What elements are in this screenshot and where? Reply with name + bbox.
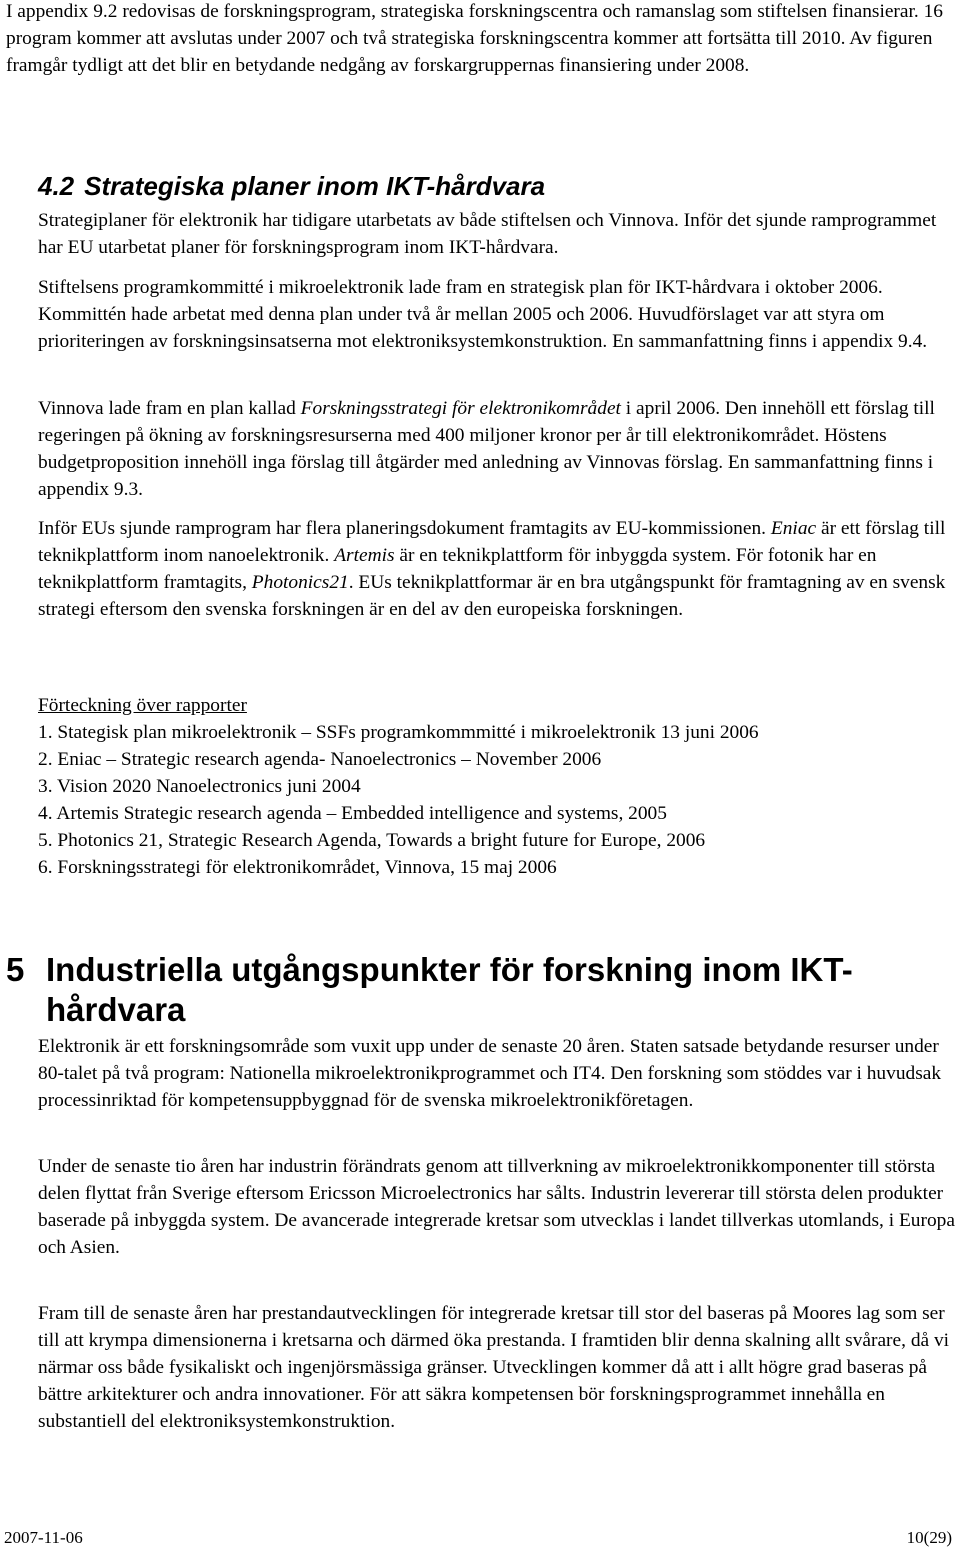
- section-4-2-paragraph-1: Strategiplaner för elektronik har tidigare utarbetats av både stiftelsen och Vinnova. Inför det sjunde ramprogrammet har EU utarbetat planer för forskningsprogram inom IKT-hårdvara.: [38, 210, 937, 258]
- list-item: 2. Eniac – Strategic research agenda- Nanoelectronics – November 2006: [38, 749, 602, 770]
- section-5-paragraph-3: Fram till de senaste åren har prestandautvecklingen för integrerade kretsar till stor del baseras på Moores lag som ser till att krympa dimensionerna i kretsarna och därmed öka prestanda. I framtiden blir denna skalning allt svårare, då vi närmar oss både fysikaliskt och ingenjörsmässiga gränser. Utvecklingen kommer då att i allt högre grad baseras på bättre arkitekturer och andra innovationer. För att säkra kompetensen bör forskningsprogrammet innehålla en substantiell del elektroniksystemkonstruktion.: [38, 1303, 950, 1432]
- text-run: är ett förslag till teknikplattform inom nanoelektronik.: [38, 518, 946, 566]
- reports-list: [38, 719, 956, 881]
- emphasized-artemis: Artemis: [334, 545, 395, 566]
- list-item: 3. Vision 2020 Nanoelectronics juni 2004: [38, 776, 361, 797]
- section-4-2-paragraph-4: [38, 515, 956, 623]
- section-5-heading: [6, 950, 906, 1030]
- section-4-2-paragraph-2: Stiftelsens programkommitté i mikroelektronik lade fram en strategisk plan för IKT-hårdvara i oktober 2006. Kommittén hade arbetat med denna plan under två år mellan 2005 och 2006. Huvudförslaget var att styra om prioriteringen av forskningsinsatserna mot elektroniksystemkonstruktion. En sammanfattning finns i appendix 9.4.: [38, 277, 928, 352]
- list-item: 5. Photonics 21, Strategic Research Agenda, Towards a bright future for Europe, 2006: [38, 830, 706, 851]
- list-item: 6. Forskningsstrategi för elektronikområdet, Vinnova, 15 maj 2006: [38, 857, 557, 878]
- section-4-2-heading: [38, 170, 545, 202]
- footer-page-number: 10(29): [906, 1528, 952, 1547]
- section-title: Strategiska planer inom IKT-hårdvara: [84, 171, 546, 201]
- section-title: Industriella utgångspunkter för forskning inom IKT-hårdvara: [46, 951, 853, 1028]
- emphasized-eniac: Eniac: [770, 518, 817, 539]
- list-item: 4. Artemis Strategic research agenda – Embedded intelligence and systems, 2005: [38, 803, 667, 824]
- section-4-2-paragraph-3: [38, 395, 956, 503]
- section-number: 5: [6, 951, 25, 988]
- section-5-paragraph-1: Elektronik är ett forskningsområde som vuxit upp under de senaste 20 åren. Staten satsade betydande resurser under 80-talet på två program: Nationella mikroelektronikprogrammet och IT4. Den forskning som stöddes var i huvudsak processinriktad för kompetensuppbyggnad för de svenska mikroelektronikföretagen.: [38, 1036, 942, 1111]
- section-number: 4.2: [38, 171, 75, 201]
- emphasized-title: Forskningsstrategi för elektronikområdet: [300, 398, 621, 419]
- text-run: Vinnova lade fram en plan kallad: [38, 398, 301, 419]
- text-run: . EUs teknikplattformar är en bra utgångspunkt för framtagning av en svensk strategi eftersom den svenska forskningen är en del av den europeiska forskningen.: [38, 572, 946, 620]
- intro-paragraph: I appendix 9.2 redovisas de forskningsprogram, strategiska forskningscentra och ramanslag som stiftelsen finansierar. 16 program kommer att avslutas under 2007 och två strategiska forskningscentra kommer att fortsätta till 2010. Av figuren framgår tydligt att det blir en betydande nedgång av forskargruppernas finansiering under 2008.: [6, 1, 943, 76]
- text-run: Inför EUs sjunde ramprogram har flera planeringsdokument framtagits av EU-kommissionen.: [38, 518, 771, 539]
- text-run: i april 2006. Den innehöll ett förslag till regeringen på ökning av forskningsresurserna med 400 miljoner kronor per år till elektronikområdet. Höstens budgetproposition innehöll inga förslag till åtgärder med anledning av Vinnovas förslag. En sammanfattning finns i appendix 9.3.: [38, 398, 935, 500]
- emphasized-photonics21: Photonics21: [251, 572, 349, 593]
- section-5-paragraph-2: Under de senaste tio åren har industrin förändrats genom att tillverkning av mikroelektronikkomponenter till största delen flyttat från Sverige eftersom Ericsson Microelectronics har sålts. Industrin levererar till största delen produkter baserade på inbyggda system. De avancerade integrerade kretsar som utvecklas i landet tillverkas utomlands, i Europa och Asien.: [38, 1156, 955, 1258]
- text-run: är en teknikplattform för inbyggda system. För fotonik har en teknikplattform framtagits,: [38, 545, 877, 593]
- list-item: 1. Stategisk plan mikroelektronik – SSFs programkommmitté i mikroelektronik 13 juni 2006: [38, 722, 759, 743]
- footer-date: 2007-11-06: [4, 1528, 83, 1547]
- reports-list-section: [38, 692, 956, 881]
- reports-list-title: Förteckning över rapporter: [38, 695, 247, 716]
